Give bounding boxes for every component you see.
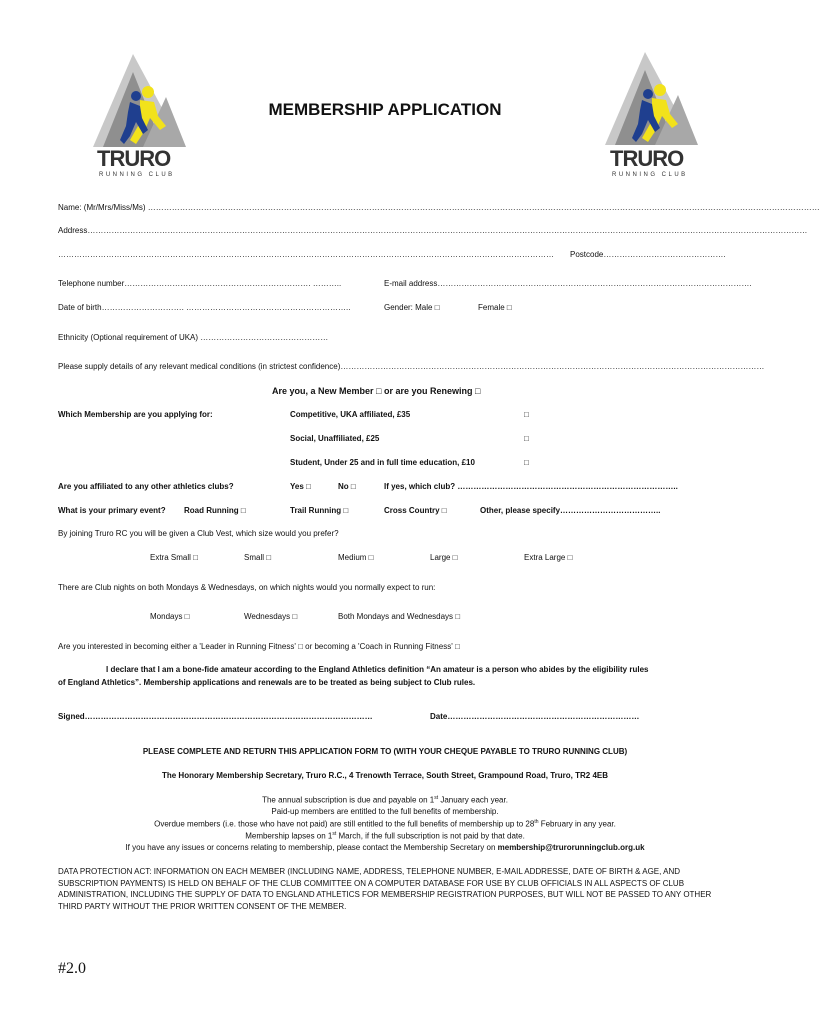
subscription-line-5-a: If you have any issues or concerns relating to membership, please contact the Membership Secretary on bbox=[125, 843, 498, 852]
subscription-line-1 bbox=[0, 795, 770, 805]
medical-field[interactable]: Please supply details of any relevant medical conditions (in strictest confidence)…………………………………………………………………………………………………………………………………………… bbox=[58, 362, 765, 371]
event-road-option[interactable]: Road Running □ bbox=[184, 506, 246, 515]
club-nights-question: There are Club nights on both Mondays & Wednesdays, on which nights would you normally expect to run: bbox=[58, 583, 436, 592]
telephone-field[interactable]: Telephone number……………………………………………………………. ……….. bbox=[58, 279, 342, 288]
night-wednesdays-option[interactable]: Wednesdays □ bbox=[244, 612, 298, 621]
dob-field[interactable]: Date of birth…………………………. …………………………………………………….. bbox=[58, 303, 351, 312]
vest-size-medium[interactable]: Medium □ bbox=[338, 553, 374, 562]
name-field[interactable]: Name: (Mr/Mrs/Miss/Ms) ……………………………………………………………………………………………………………………………………………………………………………………………………………………………… bbox=[58, 203, 820, 212]
checkbox-student[interactable]: □ bbox=[524, 458, 529, 467]
subscription-line-5 bbox=[0, 843, 770, 852]
data-protection-notice: DATA PROTECTION ACT: INFORMATION ON EACH MEMBER (INCLUDING NAME, ADDRESS, TELEPHONE NUMBER, E-MAIL ADDRESSE, DATE OF BIRTH & AGE, AND SUBSCRIPTION PAYMENTS) IS HELD ON BEHALF OF THE CLUB COMMITTEE ON A COMPUTER DATABASE FOR USE BY CLUB OFFICIALS IN ALL ASPECTS OF CLUB ADMINISTRATION, INCLUDING THE SUPPLY OF DATA TO ENGLAND ATHLETICS FOR MEMBERSHIP REGISTRATION PURPOSES, BUT WILL NOT BE PASSED TO ANY OTHER THIRD PARTY WITHOUT THE PRIOR WRITTEN CONSENT OF THE MEMBER. bbox=[58, 867, 712, 911]
membership-option-social[interactable]: Social, Unaffiliated, £25 bbox=[290, 434, 380, 443]
declaration-line-1: I declare that I am a bone-fide amateur according to the England Athletics definition “An amateur is a person who abides by the eligibility rules bbox=[106, 665, 649, 674]
vest-size-extra-large[interactable]: Extra Large □ bbox=[524, 553, 573, 562]
logo-right-sub: RUNNING CLUB bbox=[612, 172, 688, 178]
logo-right-wordmark: TRURO bbox=[610, 146, 684, 171]
new-or-renew-question[interactable]: Are you, a New Member □ or are you Renewing □ bbox=[272, 386, 481, 396]
affiliated-no-option[interactable]: No □ bbox=[338, 482, 356, 491]
primary-event-question: What is your primary event? bbox=[58, 506, 166, 515]
membership-email-link[interactable]: membership@trurorunningclub.org.uk bbox=[497, 843, 645, 852]
vest-size-small[interactable]: Small □ bbox=[244, 553, 272, 562]
night-both-option[interactable]: Both Mondays and Wednesdays □ bbox=[338, 612, 461, 621]
vest-size-large[interactable]: Large □ bbox=[430, 553, 458, 562]
night-mondays-option[interactable]: Mondays □ bbox=[150, 612, 190, 621]
logo-left-sub: RUNNING CLUB bbox=[99, 172, 175, 178]
logo-left-wordmark: TRURO bbox=[97, 146, 171, 171]
date-field[interactable]: Date……………………………………………………………… bbox=[430, 712, 640, 721]
affiliated-yes-option[interactable]: Yes □ bbox=[290, 482, 311, 491]
subscription-line-2: Paid-up members are entitled to the full benefits of membership. bbox=[271, 807, 499, 816]
subscription-line-1-a: The annual subscription is due and payable on 1 bbox=[262, 795, 435, 805]
which-club-field[interactable]: If yes, which club? ……………………………………………………………………….. bbox=[384, 482, 678, 491]
subscription-line-1-sup: st bbox=[434, 795, 439, 801]
subscription-line-3-a: Overdue members (i.e. those who have not paid) are still entitled to the full benefits of membership up to 28 bbox=[154, 819, 535, 829]
subscription-line-4-a: Membership lapses on 1 bbox=[245, 831, 333, 841]
checkbox-social[interactable]: □ bbox=[524, 434, 529, 443]
leader-coach-question[interactable]: Are you interested in becoming either a 'Leader in Running Fitness' □ or becoming a 'Coach in Running Fitness' □ bbox=[58, 642, 460, 651]
page-title: MEMBERSHIP APPLICATION bbox=[268, 100, 502, 119]
event-other-field[interactable]: Other, please specify……………………………….. bbox=[480, 506, 661, 515]
membership-option-student[interactable]: Student, Under 25 and in full time education, £10 bbox=[290, 458, 475, 467]
subscription-line-3-sup: th bbox=[534, 819, 539, 825]
signature-field[interactable]: Signed……………………………………………………………………………………………… bbox=[58, 712, 373, 721]
event-trail-option[interactable]: Trail Running □ bbox=[290, 506, 349, 515]
declaration-line-2: of England Athletics”. Membership applications and renewals are to be treated as being subject to Club rules. bbox=[58, 678, 476, 687]
return-instructions: PLEASE COMPLETE AND RETURN THIS APPLICATION FORM TO (WITH YOUR CHEQUE PAYABLE TO TRURO RUNNING CLUB) bbox=[142, 747, 628, 756]
gender-female-option[interactable]: Female □ bbox=[478, 303, 512, 312]
ethnicity-field[interactable]: Ethnicity (Optional requirement of UKA) ………………………………………… bbox=[58, 333, 329, 342]
checkbox-competitive[interactable]: □ bbox=[524, 410, 529, 419]
subscription-line-4 bbox=[0, 831, 770, 841]
subscription-line-3 bbox=[0, 819, 770, 829]
subscription-line-3-b: February in any year. bbox=[538, 819, 616, 829]
event-cross-option[interactable]: Cross Country □ bbox=[384, 506, 447, 515]
address-line-2-field[interactable]: …………………………………………………………………………………………………………………………………………………………………… bbox=[58, 250, 554, 259]
membership-option-competitive[interactable]: Competitive, UKA affiliated, £35 bbox=[290, 410, 411, 419]
vest-question: By joining Truro RC you will be given a Club Vest, which size would you prefer? bbox=[58, 529, 339, 538]
email-field[interactable]: E-mail address………………………………………………………………………………………………………. bbox=[384, 279, 752, 288]
affiliated-question: Are you affiliated to any other athletics clubs? bbox=[58, 482, 234, 491]
address-field[interactable]: Address……………………………………………………………………………………………………………………………………………………………………………………………………………………………………………… bbox=[58, 226, 808, 235]
vest-size-extra-small[interactable]: Extra Small □ bbox=[150, 553, 198, 562]
subscription-line-1-b: January each year. bbox=[438, 795, 508, 805]
subscription-line-4-b: March, if the full subscription is not paid by that date. bbox=[336, 831, 525, 841]
return-address: The Honorary Membership Secretary, Truro R.C., 4 Trenowth Terrace, South Street, Grampound Road, Truro, TR2 4EB bbox=[161, 771, 608, 780]
gender-male-option[interactable]: Gender: Male □ bbox=[384, 303, 440, 312]
document-number: #2.0 bbox=[58, 960, 86, 977]
postcode-field[interactable]: Postcode………………………………………. bbox=[570, 250, 726, 259]
membership-question: Which Membership are you applying for: bbox=[58, 410, 213, 419]
subscription-line-4-sup: st bbox=[332, 831, 337, 837]
